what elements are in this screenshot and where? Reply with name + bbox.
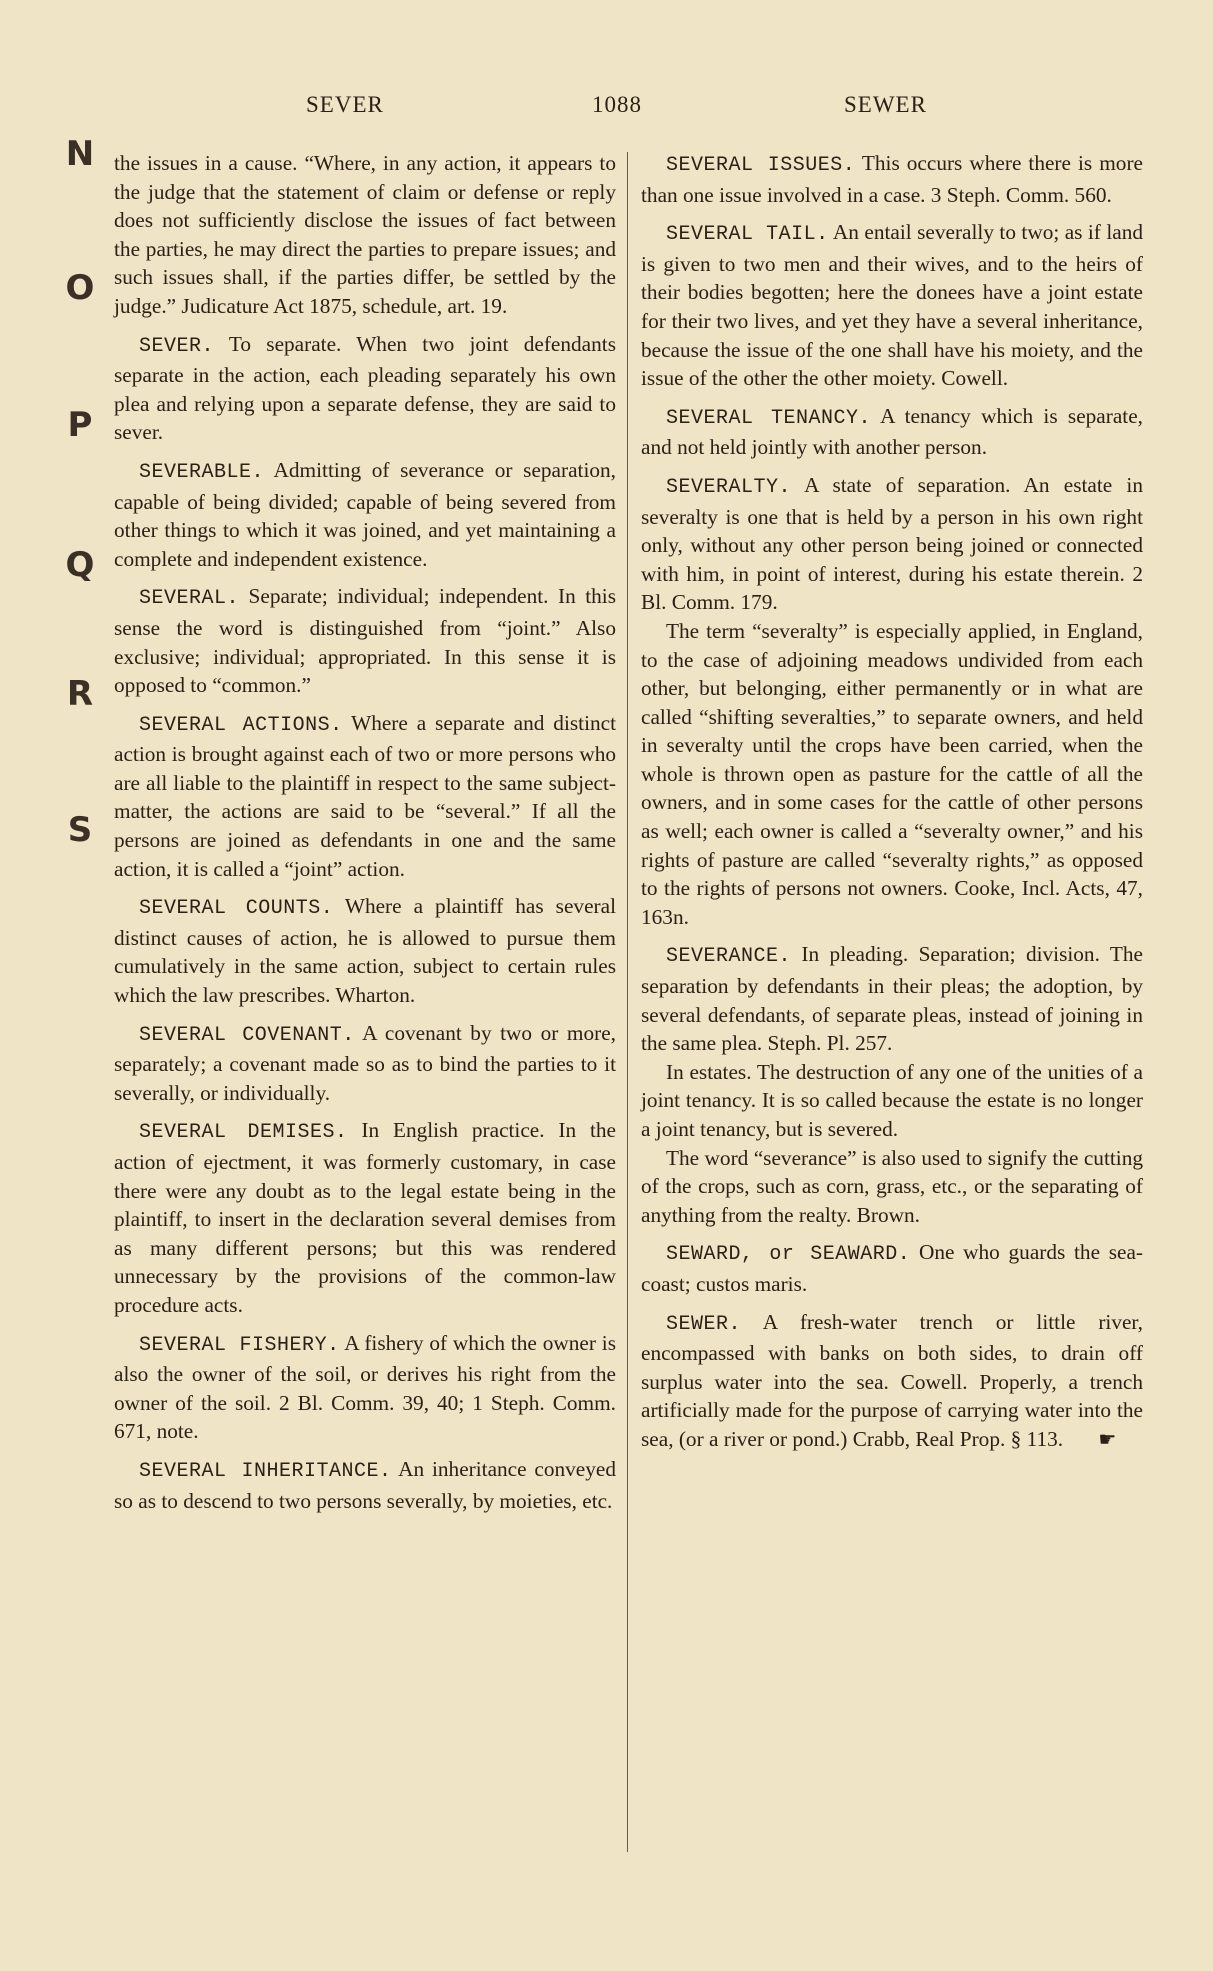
entry-severalty (641, 471, 1143, 617)
left-column (114, 149, 616, 1524)
entry-term: SEVERAL INHERITANCE. (139, 1459, 392, 1483)
entry-text: A state of separation. An estate in severalty is one that is held by a person in his own right only, without any other person being joined or connected with him, in point of interest, during his estate therein. 2 Bl. Comm. 179. (641, 472, 1143, 615)
thumb-index-q: Q (65, 545, 95, 585)
entry-term: SEVERANCE. (666, 945, 792, 969)
entry-several-covenant (114, 1019, 616, 1108)
column-divider (627, 152, 628, 1852)
page-number: 1088 (592, 92, 642, 117)
pointing-hand-icon: ☛ (1098, 1428, 1117, 1451)
thumb-index-n: N (65, 134, 95, 174)
entry-term: SEVERAL DEMISES. (139, 1121, 348, 1145)
entry-term: SEVERAL ACTIONS. (139, 713, 343, 737)
entry-text: In estates. The destruction of any one of the unities of a joint tenancy. It is so called because the estate is no longer a joint tenancy, but is severed. (641, 1059, 1143, 1141)
entry-several-issues (641, 149, 1143, 209)
entry-term: SEVERABLE. (139, 460, 265, 484)
entry-text: One who guards the sea-coast; custos maris. (641, 1240, 1143, 1296)
entry-several-fishery (114, 1329, 616, 1446)
entry-several-tail (641, 218, 1143, 393)
running-header (0, 92, 1213, 122)
entry-term: SEVERAL COVENANT. (139, 1023, 355, 1047)
entry-severance (641, 940, 1143, 1057)
entry-several-actions (114, 709, 616, 884)
entry-several-counts (114, 892, 616, 1009)
entry-several-inheritance (114, 1455, 616, 1515)
entry-text: A fresh-water trench or little river, encompassed with banks on both sides, to drain off surplus water into the sea. Cowell. Properly, a trench artificially made for the purpose of carrying water into the sea, (or a river or pond.) Crabb, Real Prop. § 113. (641, 1309, 1143, 1451)
entry-text: A fishery of which the owner is also the owner of the soil, or derives his right from the owner of the soil. 2 Bl. Comm. 39, 40; 1 Steph. Comm. 671, note. (114, 1330, 616, 1444)
thumb-index-s: S (67, 810, 93, 850)
entry-seward (641, 1238, 1143, 1298)
entry-term: SEWER. (666, 1312, 742, 1336)
entry-text: Where a separate and distinct action is brought against each of two or more persons who are all liable to the plaintiff in respect to the same subject-matter, the actions are said to be “several.” If all the persons are joined as defendants in one and the same action, it is called a “joint” action. (114, 710, 616, 881)
entry-several-tenancy (641, 402, 1143, 462)
entry-term: SEVERAL TAIL. (666, 223, 829, 247)
entry-text: The word “severance” is also used to signify the cutting of the crops, such as corn, grass, etc., or the separating of anything from the realty. Brown. (641, 1145, 1143, 1227)
entry-text: In English practice. In the action of ejectment, it was formerly customary, in case there were any doubt as to the legal estate being in the plaintiff, to insert in the declaration several demises from as many different persons; but this was rendered unnecessary by the provisions of the common-law procedure acts. (114, 1118, 617, 1317)
entry-severable (114, 456, 616, 573)
entry-text: In pleading. Separation; division. The separation by defendants in their pleas; the adoption, by several defendants, of separate pleas, instead of joining in the same plea. Steph. Pl. 257. (641, 942, 1144, 1056)
entry-text: Separate; individual; independent. In this sense the word is distinguished from “joint.” Also exclusive; individual; appropriated. In this sense it is opposed to “common.” (114, 584, 616, 698)
entry-text: The term “severalty” is especially applied, in England, to the case of adjoining meadows undivided from each other, but belonging, either permanently or in what are called “shifting severalties,” to separate owners, and held in severalty until the crops have been carried, when the whole is thrown open as pasture for the cattle of all the owners, and in some cases for the cattle of other persons as well; each owner is called a “severalty owner,” and his rights of pasture are called “severalty rights,” as opposed to the rights of persons not owners. Cooke, Incl. Acts, 47, 163n. (641, 618, 1143, 929)
continued-text: the issues in a cause. “Where, in any action, it appears to the judge that the statement of claim or defense or reply does not sufficiently disclose the issues of fact between the parties, he may direct the parties to prepare issues; and such issues shall, if the parties differ, be settled by the judge.” Judicature Act 1875, schedule, art. 19. (114, 151, 616, 318)
entry-term: SEVERAL COUNTS. (139, 897, 334, 921)
entry-term: SEVERAL ISSUES. (666, 154, 856, 177)
entry-term: SEWARD, or SEAWARD. (666, 1243, 911, 1267)
header-first-word: SEVER (306, 92, 384, 117)
entry-text: A tenancy which is separate, and not held jointly with another person. (641, 403, 1143, 460)
severalty-paragraph (641, 617, 1143, 932)
entry-term: SEVERALTY. (666, 475, 792, 499)
entry-term: SEVERAL. (139, 587, 240, 611)
entry-term: SEVER. (139, 334, 215, 358)
entry-text: A covenant by two or more, separately; a covenant made so as to bind the parties to it severally, or individually. (114, 1020, 616, 1105)
thumb-index-o: O (65, 268, 95, 308)
entry-text: An entail severally to two; as if land is given to two men and their wives, and to the heirs of their bodies begotten; here the donees have a joint estate for their two lives, and yet they have a several inheritance, because the issue of the one shall have his moiety, and the issue of the other the other moiety. Cowell. (641, 220, 1143, 391)
right-column (641, 149, 1143, 1464)
entry-text: This occurs where there is more than one issue involved in a case. 3 Steph. Comm. 560. (641, 151, 1143, 207)
severance-estates-paragraph (641, 1058, 1143, 1144)
thumb-index-r: R (66, 674, 94, 714)
entry-text: An inheritance conveyed so as to descend to two persons severally, by moieties, etc. (114, 1456, 616, 1513)
entry-term: SEVERAL TENANCY. (666, 406, 871, 430)
entry-text: To separate. When two joint defendants separate in the action, each pleading separately his own plea and relying upon a separate defense, they are said to sever. (114, 331, 616, 445)
entry-text: Admitting of severance or separation, capable of being divided; capable of being severed from other things to which it was joined, and yet maintaining a complete and independent existence. (114, 457, 616, 571)
entry-term: SEVERAL FISHERY. (139, 1333, 340, 1357)
entry-sever (114, 330, 616, 447)
entry-sewer (641, 1308, 1143, 1455)
thumb-index-p: P (67, 405, 93, 445)
entry-several (114, 582, 616, 699)
severance-crops-paragraph (641, 1144, 1143, 1230)
entry-several-demises (114, 1116, 616, 1319)
header-last-word: SEWER (844, 92, 927, 117)
entry-text: Where a plaintiff has several distinct causes of action, he is allowed to pursue them cumulatively in the same action, subject to certain rules which the law prescribes. Wharton. (114, 894, 616, 1008)
